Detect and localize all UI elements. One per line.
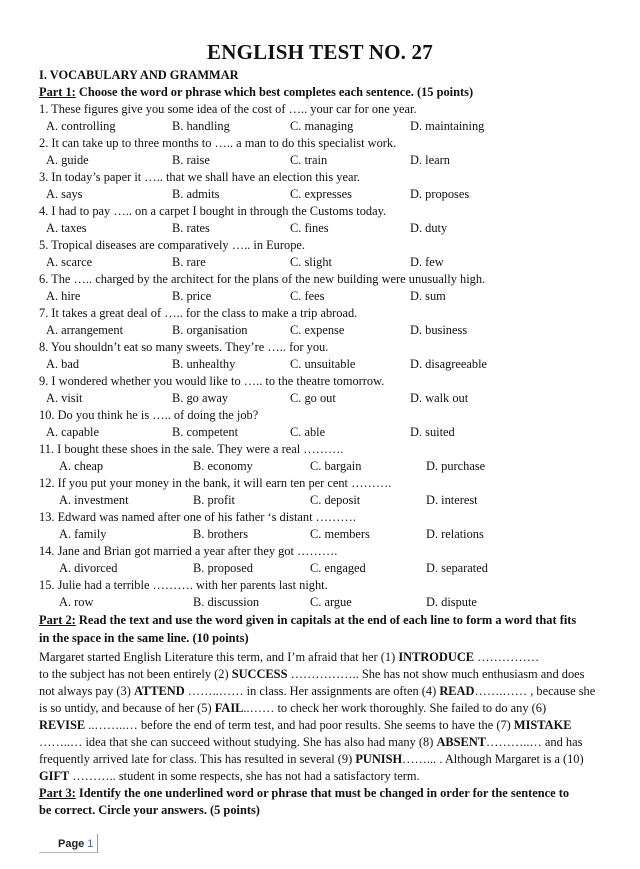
answer-option[interactable]: C. expense <box>290 323 345 337</box>
passage-text: …….…… , because she <box>474 684 596 698</box>
question-text: 6. The ….. charged by the architect for the plans of the new building were unusually high. <box>39 272 486 286</box>
answer-option[interactable]: A. cheap <box>59 459 104 473</box>
passage-line <box>39 717 605 734</box>
answer-option[interactable]: A. row <box>59 595 94 609</box>
passage-line <box>39 666 605 683</box>
part3-instruction-2: be correct. Circle your answers. (5 points) <box>39 803 260 817</box>
answer-option[interactable]: A. hire <box>46 289 81 303</box>
answer-option[interactable]: B. admits <box>172 187 220 201</box>
answer-option[interactable]: D. maintaining <box>410 119 485 133</box>
answer-option[interactable]: A. capable <box>46 425 99 439</box>
passage-text: …………….. She has not show much enthusiasm and does <box>287 667 585 681</box>
part3-label: Part 3: <box>39 786 76 800</box>
part2-heading <box>39 613 576 628</box>
section-heading: I. VOCABULARY AND GRAMMAR <box>39 68 239 82</box>
answer-option[interactable]: C. managing <box>290 119 354 133</box>
answer-option[interactable]: D. relations <box>426 527 484 541</box>
question-text: 3. In today’s paper it ….. that we shall have an election this year. <box>39 170 361 184</box>
passage-text: ..…… to check her work thoroughly. She failed to do any (6) <box>243 701 547 715</box>
part2-instruction-1: Read the text and use the word given in capitals at the end of each line to form a word that fits <box>75 613 577 627</box>
part2-passage <box>39 649 605 785</box>
answer-option[interactable]: C. engaged <box>310 561 366 575</box>
passage-line <box>39 768 605 785</box>
answer-option[interactable]: D. suited <box>410 425 455 439</box>
keyword: GIFT <box>39 769 70 783</box>
part3-instruction-1: Identify the one underlined word or phrase that must be changed in order for the sentence to <box>75 786 570 800</box>
question-text: 13. Edward was named after one of his father ‘s distant ………. <box>39 510 356 524</box>
passage-text: is so untidy, and because of her (5) <box>39 701 215 715</box>
answer-option[interactable]: D. dispute <box>426 595 477 609</box>
answer-option[interactable]: B. discussion <box>193 595 260 609</box>
question-text: 5. Tropical diseases are comparatively ….. in Europe. <box>39 238 305 252</box>
answer-option[interactable]: B. go away <box>172 391 229 405</box>
answer-option[interactable]: C. argue <box>310 595 352 609</box>
keyword: REVISE <box>39 718 86 732</box>
passage-text: ……..… idea that she can succeed without studying. She has also had many (8) <box>39 735 437 749</box>
answer-option[interactable]: B. handling <box>172 119 230 133</box>
answer-option[interactable]: D. purchase <box>426 459 486 473</box>
answer-option[interactable]: D. business <box>410 323 468 337</box>
page-footer <box>58 838 93 850</box>
answer-option[interactable]: B. rates <box>172 221 210 235</box>
answer-option[interactable]: D. separated <box>426 561 488 575</box>
answer-option[interactable]: B. profit <box>193 493 235 507</box>
part1-instruction: Choose the word or phrase which best completes each sentence. (15 points) <box>75 85 474 99</box>
keyword: ATTEND <box>133 684 185 698</box>
passage-text: ……... . Although Margaret is a (10) <box>402 752 584 766</box>
answer-option[interactable]: B. organisation <box>172 323 248 337</box>
page-number: 1 <box>87 838 94 850</box>
answer-option[interactable]: D. walk out <box>410 391 469 405</box>
part1-heading <box>39 85 473 100</box>
footer-line <box>39 852 99 853</box>
keyword: SUCCESS <box>231 667 288 681</box>
passage-text: ………..… and has <box>486 735 583 749</box>
passage-text: not always pay (3) <box>39 684 134 698</box>
passage-text: ……….. student in some respects, she has not had a satisfactory term. <box>69 769 420 783</box>
answer-option[interactable]: A. says <box>46 187 83 201</box>
answer-option[interactable]: D. few <box>410 255 444 269</box>
question-text: 11. I bought these shoes in the sale. They were a real ………. <box>39 442 344 456</box>
passage-line <box>39 751 605 768</box>
answer-option[interactable]: C. fines <box>290 221 329 235</box>
keyword: INTRODUCE <box>398 650 475 664</box>
answer-option[interactable]: D. sum <box>410 289 446 303</box>
question-text: 12. If you put your money in the bank, it will earn ten per cent ………. <box>39 476 392 490</box>
answer-option[interactable]: C. slight <box>290 255 332 269</box>
answer-option[interactable]: B. economy <box>193 459 253 473</box>
passage-line <box>39 649 605 666</box>
answer-option[interactable]: B. raise <box>172 153 210 167</box>
answer-option[interactable]: A. arrangement <box>46 323 124 337</box>
question-text: 1. These figures give you some idea of the cost of ….. your car for one year. <box>39 102 417 116</box>
question-text: 4. I had to pay ….. on a carpet I bought in through the Customs today. <box>39 204 387 218</box>
answer-option[interactable]: A. divorced <box>59 561 118 575</box>
passage-text: ……..…… in class. Her assignments are often (4) <box>184 684 440 698</box>
answer-option[interactable]: C. fees <box>290 289 325 303</box>
question-text: 2. It can take up to three months to ….. a man to do this specialist work. <box>39 136 397 150</box>
question-text: 7. It takes a great deal of ….. for the class to make a trip abroad. <box>39 306 358 320</box>
part3-heading <box>39 786 569 801</box>
passage-line <box>39 683 605 700</box>
passage-text: ..……..… before the end of term test, and had poor results. She seems to have the (7) <box>85 718 514 732</box>
page-title: ENGLISH TEST NO. 27 <box>207 40 433 64</box>
answer-option[interactable]: A. investment <box>59 493 129 507</box>
answer-option[interactable]: D. interest <box>426 493 478 507</box>
question-text: 8. You shouldn’t eat so many sweets. They’re ….. for you. <box>39 340 329 354</box>
answer-option[interactable]: A. scarce <box>46 255 93 269</box>
page-label: Page <box>58 838 85 850</box>
answer-option[interactable]: C. members <box>310 527 370 541</box>
passage-text: Margaret started English Literature this term, and I’m afraid that her (1) <box>39 650 399 664</box>
answer-option[interactable]: D. proposes <box>410 187 470 201</box>
passage-line <box>39 700 605 717</box>
answer-option[interactable]: C. go out <box>290 391 336 405</box>
answer-option[interactable]: D. duty <box>410 221 448 235</box>
answer-option[interactable]: A. bad <box>46 357 80 371</box>
answer-option[interactable]: A. guide <box>46 153 89 167</box>
keyword: FAIL <box>214 701 244 715</box>
answer-option[interactable]: D. learn <box>410 153 450 167</box>
answer-option[interactable]: B. price <box>172 289 212 303</box>
answer-option[interactable]: C. unsuitable <box>290 357 356 371</box>
answer-option[interactable]: A. taxes <box>46 221 87 235</box>
part2-instruction-2: in the space in the same line. (10 points) <box>39 631 249 645</box>
part2-label: Part 2: <box>39 613 76 627</box>
answer-option[interactable]: C. deposit <box>310 493 361 507</box>
question-text: 14. Jane and Brian got married a year after they got ………. <box>39 544 338 558</box>
answer-option[interactable]: C. train <box>290 153 328 167</box>
part1-label: Part 1: <box>39 85 76 99</box>
answer-option[interactable]: B. brothers <box>193 527 249 541</box>
keyword: PUNISH <box>355 752 403 766</box>
answer-option[interactable]: B. proposed <box>193 561 253 575</box>
answer-option[interactable]: A. visit <box>46 391 83 405</box>
question-text: 9. I wondered whether you would like to ….. to the theatre tomorrow. <box>39 374 385 388</box>
answer-option[interactable]: C. expresses <box>290 187 352 201</box>
answer-option[interactable]: C. able <box>290 425 326 439</box>
question-text: 10. Do you think he is ….. of doing the job? <box>39 408 259 422</box>
footer-divider <box>97 834 98 852</box>
answer-option[interactable]: A. family <box>59 527 107 541</box>
answer-option[interactable]: C. bargain <box>310 459 362 473</box>
keyword: MISTAKE <box>513 718 572 732</box>
passage-text: to the subject has not been entirely (2) <box>39 667 232 681</box>
keyword: ABSENT <box>436 735 487 749</box>
passage-text: frequently arrived late for class. This has resulted in several (9) <box>39 752 356 766</box>
passage-text: …………… <box>474 650 540 664</box>
passage-line <box>39 734 605 751</box>
answer-option[interactable]: D. disagreeable <box>410 357 488 371</box>
keyword: READ <box>439 684 475 698</box>
answer-option[interactable]: B. competent <box>172 425 239 439</box>
answer-option[interactable]: A. controlling <box>46 119 116 133</box>
answer-option[interactable]: B. rare <box>172 255 206 269</box>
answer-option[interactable]: B. unhealthy <box>172 357 236 371</box>
question-text: 15. Julie had a terrible ………. with her parents last night. <box>39 578 328 592</box>
